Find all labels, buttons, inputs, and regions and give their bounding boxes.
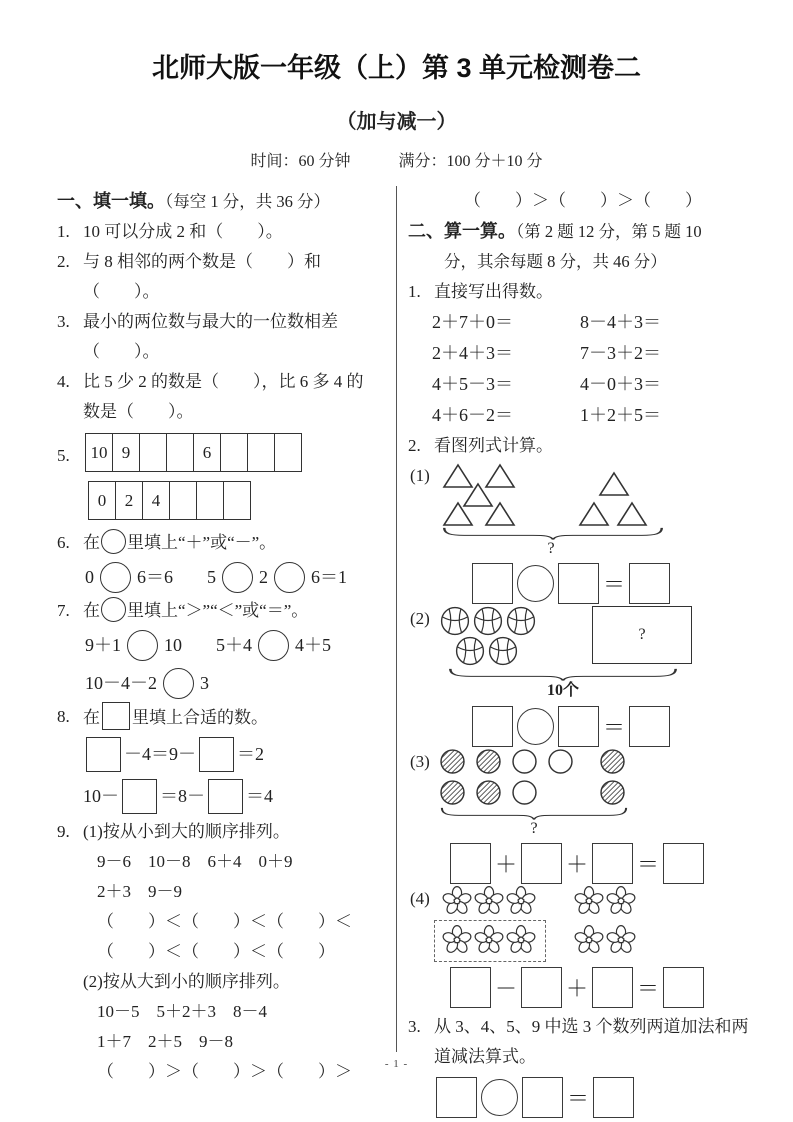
plus-sign: ＋ bbox=[495, 852, 518, 877]
left-column bbox=[57, 186, 397, 1081]
time-limit: 时间：60 分钟 bbox=[250, 153, 351, 170]
operator-circle-blank bbox=[517, 565, 554, 602]
volleyball-figure bbox=[440, 606, 700, 668]
answer-blanks: （ ）＜（ ）＜（ ） bbox=[97, 942, 335, 961]
underbrace-icon bbox=[440, 807, 628, 820]
flower-icon bbox=[442, 886, 472, 916]
question-s2-3 bbox=[408, 1012, 749, 1072]
calc-row bbox=[408, 307, 749, 338]
flower-icon bbox=[574, 886, 604, 916]
question-text: 在 里填上“＋”或“－”。 bbox=[83, 528, 392, 558]
question-6 bbox=[57, 528, 392, 596]
minus-sign: － bbox=[495, 976, 518, 1001]
calc-row bbox=[408, 369, 749, 400]
question-number: 1. bbox=[408, 282, 421, 301]
question-number: 8. bbox=[57, 707, 70, 726]
hatched-circle-icon bbox=[600, 749, 625, 774]
expression-items: 9－6 10－8 6＋4 0＋9 bbox=[97, 852, 293, 871]
answer-box bbox=[199, 737, 234, 772]
number-grid bbox=[85, 433, 392, 520]
answer-box bbox=[663, 967, 704, 1008]
answer-equation bbox=[448, 843, 749, 884]
calc-expression: 7－3＋2＝ bbox=[580, 343, 661, 363]
question-text: （ ）。 bbox=[83, 282, 160, 301]
grid-cell bbox=[197, 482, 224, 519]
calc-expression: 2＋4＋3＝ bbox=[432, 343, 513, 363]
exercise-line: 10－4－2 3 bbox=[83, 664, 392, 702]
number-grid-row-1 bbox=[85, 433, 302, 472]
calc-expression: 1＋2＋5＝ bbox=[580, 405, 661, 425]
question-number: 6. bbox=[57, 533, 70, 552]
section-2-header bbox=[408, 216, 749, 247]
comparison-circle-blank bbox=[127, 630, 158, 661]
blank-circle-icon bbox=[101, 529, 126, 554]
question-text: 数是（ ）。 bbox=[83, 402, 194, 421]
question-number: 7. bbox=[57, 601, 70, 620]
question-text: 最小的两位数与最大的一位数相差 bbox=[83, 312, 338, 331]
subpart-label: (1) bbox=[410, 466, 430, 485]
subpart-1-triangles bbox=[408, 463, 749, 604]
calc-expression: 4－0＋3＝ bbox=[580, 374, 661, 394]
white-circle-icon bbox=[512, 780, 537, 805]
question-s2-1 bbox=[408, 277, 749, 307]
triangle-icon bbox=[578, 501, 610, 527]
header bbox=[0, 0, 793, 171]
question-3 bbox=[57, 307, 392, 367]
question-text: 比 5 少 2 的数是（ ），比 6 多 4 的 bbox=[83, 372, 364, 391]
operator-circle-blank bbox=[481, 1079, 518, 1116]
white-circle-icon bbox=[548, 749, 573, 774]
question-text: 道减法算式。 bbox=[434, 1047, 536, 1066]
question-text: 与 8 相邻的两个数是（ ）和 bbox=[83, 252, 321, 271]
operator-circle-blank bbox=[274, 562, 305, 593]
volleyball-icon bbox=[455, 636, 485, 666]
grid-cell bbox=[248, 434, 275, 471]
grid-cell bbox=[221, 434, 248, 471]
grid-cell bbox=[275, 434, 301, 471]
section-1-heading: 一、填一填。 bbox=[57, 191, 165, 211]
number-grid-row-2 bbox=[88, 481, 251, 520]
question-text: （ ）。 bbox=[83, 342, 160, 361]
subpart-label: (3) bbox=[410, 752, 430, 771]
operator-circle-blank bbox=[517, 708, 554, 745]
grid-cell: 4 bbox=[143, 482, 170, 519]
question-4 bbox=[57, 367, 392, 427]
plus-sign: ＋ bbox=[566, 852, 589, 877]
question-s2-2 bbox=[408, 431, 749, 461]
answer-equation bbox=[470, 706, 749, 747]
hatched-circle-icon bbox=[476, 749, 501, 774]
answer-equation bbox=[470, 563, 749, 604]
equation-line: －4＝9－ ＝2 bbox=[83, 733, 392, 775]
total-label: 10个 bbox=[546, 682, 579, 699]
answer-box bbox=[450, 843, 491, 884]
flower-icon bbox=[506, 886, 536, 916]
comparison-circle-blank bbox=[258, 630, 289, 661]
full-score: 满分：100 分＋10 分 bbox=[398, 153, 543, 170]
grid-cell: 2 bbox=[116, 482, 143, 519]
equals-sign: ＝ bbox=[637, 976, 660, 1001]
equation-line: 10－ ＝8－ ＝4 bbox=[83, 775, 392, 817]
unknown-quantity-rect bbox=[592, 606, 692, 664]
calc-row bbox=[408, 338, 749, 369]
section-1-header bbox=[57, 186, 392, 217]
page-number: - 1 - bbox=[384, 1058, 409, 1070]
section-1-points: （每空 1 分，共 36 分） bbox=[165, 192, 330, 211]
question-text: 从 3、4、5、9 中选 3 个数列两道加法和两 bbox=[434, 1017, 749, 1036]
equals-sign: ＝ bbox=[637, 852, 660, 877]
answer-box bbox=[86, 737, 121, 772]
subpart-label: (4) bbox=[410, 889, 430, 908]
flower-figure bbox=[440, 886, 660, 962]
question-text: 10 可以分成 2 和（ ）。 bbox=[83, 222, 283, 241]
triangle-icon bbox=[484, 501, 516, 527]
expression-items: 10－5 5＋2＋3 8－4 bbox=[97, 1002, 267, 1021]
question-number: 4. bbox=[57, 372, 70, 391]
question-text: 看图列式计算。 bbox=[434, 436, 553, 455]
grid-cell bbox=[167, 434, 194, 471]
calc-expression: 8－4＋3＝ bbox=[580, 312, 661, 332]
calc-expression: 4＋5－3＝ bbox=[432, 374, 513, 394]
question-number: 1. bbox=[57, 222, 70, 241]
answer-box bbox=[472, 706, 513, 747]
exercise-line: 9＋1 10 5＋4 4＋5 bbox=[83, 626, 392, 664]
triangle-figure bbox=[440, 463, 720, 527]
exercise-line: 0 6＝6 5 2 6＝1 bbox=[83, 558, 392, 596]
expression-items: 2＋3 9－9 bbox=[97, 882, 182, 901]
equals-sign: ＝ bbox=[603, 715, 626, 740]
question-number: 9. bbox=[57, 822, 70, 841]
question-text: 在 里填上“＞”“＜”或“＝”。 bbox=[83, 596, 392, 626]
answer-blanks: （ ）＞（ ）＞（ ）＞ bbox=[97, 1062, 352, 1081]
question-2 bbox=[57, 247, 392, 307]
answer-box bbox=[122, 779, 157, 814]
answer-equation bbox=[448, 967, 749, 1008]
grid-cell bbox=[170, 482, 197, 519]
section-2-points: （第 2 题 12 分，第 5 题 10 bbox=[516, 222, 702, 241]
grid-cell: 9 bbox=[113, 434, 140, 471]
equals-sign: ＝ bbox=[603, 572, 626, 597]
answer-blanks-carryover: （ ）＞（ ）＞（ ） bbox=[464, 191, 702, 210]
answer-box bbox=[522, 1077, 563, 1118]
question-mark: ? bbox=[638, 626, 646, 643]
flower-icon bbox=[442, 925, 472, 955]
answer-blanks: （ ）＜（ ）＜（ ）＜ bbox=[97, 912, 352, 931]
section-2-heading: 二、算一算。 bbox=[408, 221, 516, 241]
answer-box bbox=[629, 563, 670, 604]
blank-box-icon bbox=[102, 702, 130, 730]
expression-items: 1＋7 2＋5 9－8 bbox=[97, 1032, 233, 1051]
volleyball-icon bbox=[506, 606, 536, 636]
subquestion-title: (1)按从小到大的顺序排列。 bbox=[83, 822, 290, 841]
circle-figure bbox=[440, 749, 680, 807]
grid-cell: 10 bbox=[86, 434, 113, 471]
answer-box bbox=[472, 563, 513, 604]
equals-sign: ＝ bbox=[567, 1086, 590, 1111]
question-number: 2. bbox=[408, 436, 421, 455]
flower-icon bbox=[506, 925, 536, 955]
volleyball-icon bbox=[488, 636, 518, 666]
question-5 bbox=[57, 427, 392, 528]
flower-icon bbox=[574, 925, 604, 955]
question-7 bbox=[57, 596, 392, 702]
section-2-points-cont: 分，其余每题 8 分，共 46 分） bbox=[444, 252, 667, 271]
two-column-body bbox=[57, 186, 749, 1111]
question-text: 直接写出得数。 bbox=[434, 282, 553, 301]
answer-box bbox=[450, 967, 491, 1008]
operator-circle-blank bbox=[222, 562, 253, 593]
answer-box bbox=[208, 779, 243, 814]
volleyball-icon bbox=[473, 606, 503, 636]
operator-circle-blank bbox=[100, 562, 131, 593]
question-number: 3. bbox=[57, 312, 70, 331]
triangle-icon bbox=[442, 501, 474, 527]
hatched-circle-icon bbox=[440, 780, 465, 805]
hatched-circle-icon bbox=[440, 749, 465, 774]
answer-box bbox=[592, 843, 633, 884]
calc-expression: 2＋7＋0＝ bbox=[432, 312, 513, 332]
answer-box bbox=[592, 967, 633, 1008]
exam-subtitle: （加与减一） bbox=[336, 111, 457, 133]
hatched-circle-icon bbox=[600, 780, 625, 805]
triangle-icon bbox=[616, 501, 648, 527]
underbrace-icon bbox=[442, 527, 664, 540]
grid-cell: 6 bbox=[194, 434, 221, 471]
answer-box bbox=[436, 1077, 477, 1118]
grid-cell bbox=[140, 434, 167, 471]
grid-cell: 0 bbox=[89, 482, 116, 519]
subquestion-title: (2)按从大到小的顺序排列。 bbox=[83, 972, 290, 991]
answer-box bbox=[558, 706, 599, 747]
answer-box bbox=[558, 563, 599, 604]
answer-box bbox=[629, 706, 670, 747]
flower-icon bbox=[606, 925, 636, 955]
answer-box bbox=[521, 967, 562, 1008]
exam-meta bbox=[0, 148, 793, 171]
question-9 bbox=[57, 817, 392, 1087]
question-mark: ? bbox=[547, 540, 555, 557]
question-8 bbox=[57, 702, 392, 817]
volleyball-icon bbox=[440, 606, 470, 636]
underbrace-icon bbox=[448, 668, 678, 681]
right-column bbox=[397, 186, 749, 1111]
calc-row bbox=[408, 400, 749, 431]
question-1 bbox=[57, 217, 392, 247]
flower-icon bbox=[474, 886, 504, 916]
flower-icon bbox=[474, 925, 504, 955]
answer-box bbox=[663, 843, 704, 884]
flower-icon bbox=[606, 886, 636, 916]
hatched-circle-icon bbox=[476, 780, 501, 805]
triangle-icon bbox=[598, 471, 630, 497]
subpart-2-volleyballs bbox=[408, 606, 749, 747]
subpart-3-circles bbox=[408, 749, 749, 884]
white-circle-icon bbox=[512, 749, 537, 774]
question-number: 2. bbox=[57, 252, 70, 271]
answer-equation bbox=[434, 1077, 749, 1118]
plus-sign: ＋ bbox=[566, 976, 589, 1001]
answer-box bbox=[593, 1077, 634, 1118]
subpart-4-flowers bbox=[408, 886, 749, 1008]
calc-expression: 4＋6－2＝ bbox=[432, 405, 513, 425]
question-mark: ? bbox=[530, 820, 538, 837]
subpart-label: (2) bbox=[410, 609, 430, 628]
comparison-circle-blank bbox=[163, 668, 194, 699]
page-title: 北师大版一年级（上）第 3 单元检测卷二 bbox=[151, 53, 642, 83]
grid-cell bbox=[224, 482, 250, 519]
question-number: 3. bbox=[408, 1017, 421, 1036]
blank-circle-icon bbox=[101, 597, 126, 622]
question-text: 在 里填上合适的数。 bbox=[83, 702, 392, 733]
answer-box bbox=[521, 843, 562, 884]
question-number: 5. bbox=[57, 446, 70, 465]
